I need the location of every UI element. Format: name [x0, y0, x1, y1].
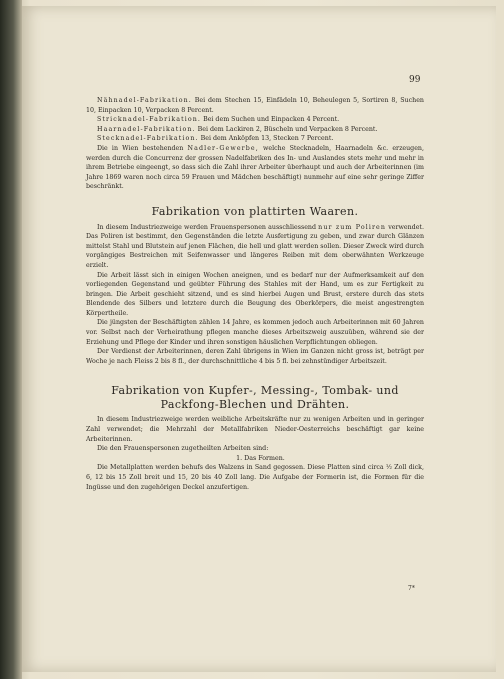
text-haarnadel: Bei dem Lackiren 2, Büscheln und Verpacken 8 Percent. [197, 125, 378, 133]
text-naehnadel: Bei dem Stechen 15, Einfädeln 10, Beheulegen 5, Sortiren 8, Suchen 10, Einpacken 10, Verpacken 8 Percent. [86, 97, 424, 114]
paragraph-poliren [86, 223, 424, 271]
paragraph-arbeiten-liste: Die den Frauenspersonen zugetheilten Arbeiten sind: [97, 445, 269, 453]
page-gutter [0, 0, 22, 679]
paragraph-formen: Die Metallplatten werden behufs des Walzens in Sand gegossen. Diese Platten sind circa ½ Zoll dick, 6, 12 bis 15 Zoll breit und 15, 20 bis 40 Zoll lang. Die Aufgabe der Formerin ist, die Formen für die Ingüsse und den zugehörigen Deckel anzufertigen. [86, 464, 424, 491]
lead-naehnadel: Nähnadel-Fabrikation. [97, 97, 192, 104]
text-stricknadel: Bei dem Suchen und Einpacken 4 Percent. [203, 116, 340, 124]
signature-mark: 7* [408, 585, 415, 592]
paragraph-haarnadel [86, 125, 424, 135]
lead-stricknadel: Stricknadel-Fabrikation. [97, 116, 202, 124]
paragraph-verdienst: Der Verdienst der Arbeiterinnen, deren Zahl übrigens in Wien im Ganzen nicht gross ist, beträgt per Woche je nach Fleiss 2 bis 8 fl., der durchschnittliche 4 bis 5 fl. bei zehnstündiger Arbeitszeit. [86, 348, 424, 365]
lead-haarnadel: Haarnadel-Fabrikation. [97, 125, 196, 133]
heading-plattirten-waaren: Fabrikation von plattirten Waaren. [151, 204, 359, 218]
lead-poliren: nur zum Poliren [318, 223, 387, 231]
lead-nadler: Nadler-Gewerbe, [187, 144, 259, 152]
paragraph-alter: Die jüngsten der Beschäftigten zählen 14 Jahre, es kommen jedoch auch Arbeiterinnen mit 60 Jahren vor. Selbst nach der Verheirathung pflegen manche dieses Arbeitszweig auszuüben, während sie der Erziehung und Pflege der Kinder und ihren sonstigen häuslichen Verpflichtungen obliegen. [86, 319, 424, 346]
paragraph-naehnadel [86, 96, 424, 115]
page-body [86, 96, 424, 492]
paragraph-stecknadel [86, 134, 424, 144]
paragraph-metallfabriken: In diesem Industriezweige werden weibliche Arbeitskräfte nur zu wenigen Arbeiten und in geringer Zahl verwendet; die Mehrzahl der Metallfabriken Nieder-Oesterreichs beschäftigt gar keine Arbeiterinnen. [86, 416, 424, 443]
lead-stecknadel: Stecknadel-Fabrikation. [97, 135, 199, 143]
paragraph-stricknadel [86, 115, 424, 125]
paragraph-arbeit: Die Arbeit lässt sich in einigen Wochen aneignen, und es bedarf nur der Aufmerksamkeit auf den vorliegenden Gegenstand und geübter Führung des Stahles mit der Hand, um es zur Fertigkeit zu bringen. Die Arbeit geschieht sitzend, und es sind hierbei Augen und Brust, erstere durch das stets Blendende des Silbers und letztere durch die Beugung des Oberkörpers, die meist angestrengten Körpertheile. [86, 271, 424, 317]
heading-kupfer-line2: Packfong-Blechen und Drähten. [160, 398, 350, 412]
text-poliren-a: In diesem Industriezweige werden Frauenspersonen ausschliessend [97, 223, 317, 231]
text-stecknadel: Bei dem Anköpfen 13, Stecken 7 Percent. [200, 135, 334, 143]
page-number: 99 [409, 75, 421, 85]
heading-kupfer-line1: Fabrikation von Kupfer-, Messing-, Tombak- und [111, 384, 399, 398]
paragraph-nadler [86, 144, 424, 192]
subheading-formen: 1. Das Formen. [236, 454, 285, 462]
text-nadler-a: Die in Wien bestehenden [97, 144, 184, 152]
text-nadler-b: welche Stecknadeln, Haarnadeln &c. erzeugen, werden durch die Concurrenz der grossen Nadelfabriken des In- und Auslandes stets mehr und mehr in ihrem Betriebe eingeengt, so dass sich die Zahl ihrer Arbeiter überhaupt und auch der Arbeiterinnen (im Jahre 1869 waren noch circa 59 Frauen und Mädchen beschäftigt) nunmehr auf eine sehr geringe Ziffer beschränkt. [86, 144, 424, 191]
text-poliren-b: verwendet. Das Poliren ist bestimmt, den Gegenständen die letzte Ausfertigung zu geben, und zwar durch Glänzen mittelst Stahl und Blutstein auf jenen Flächen, die hell und glatt werden sollen. Dieser Zweck wird durch vorgängiges Bestreichen mit Seifenwasser und längeres Reiben mit dem oberwähnten Werkzeuge erzielt. [86, 223, 424, 269]
